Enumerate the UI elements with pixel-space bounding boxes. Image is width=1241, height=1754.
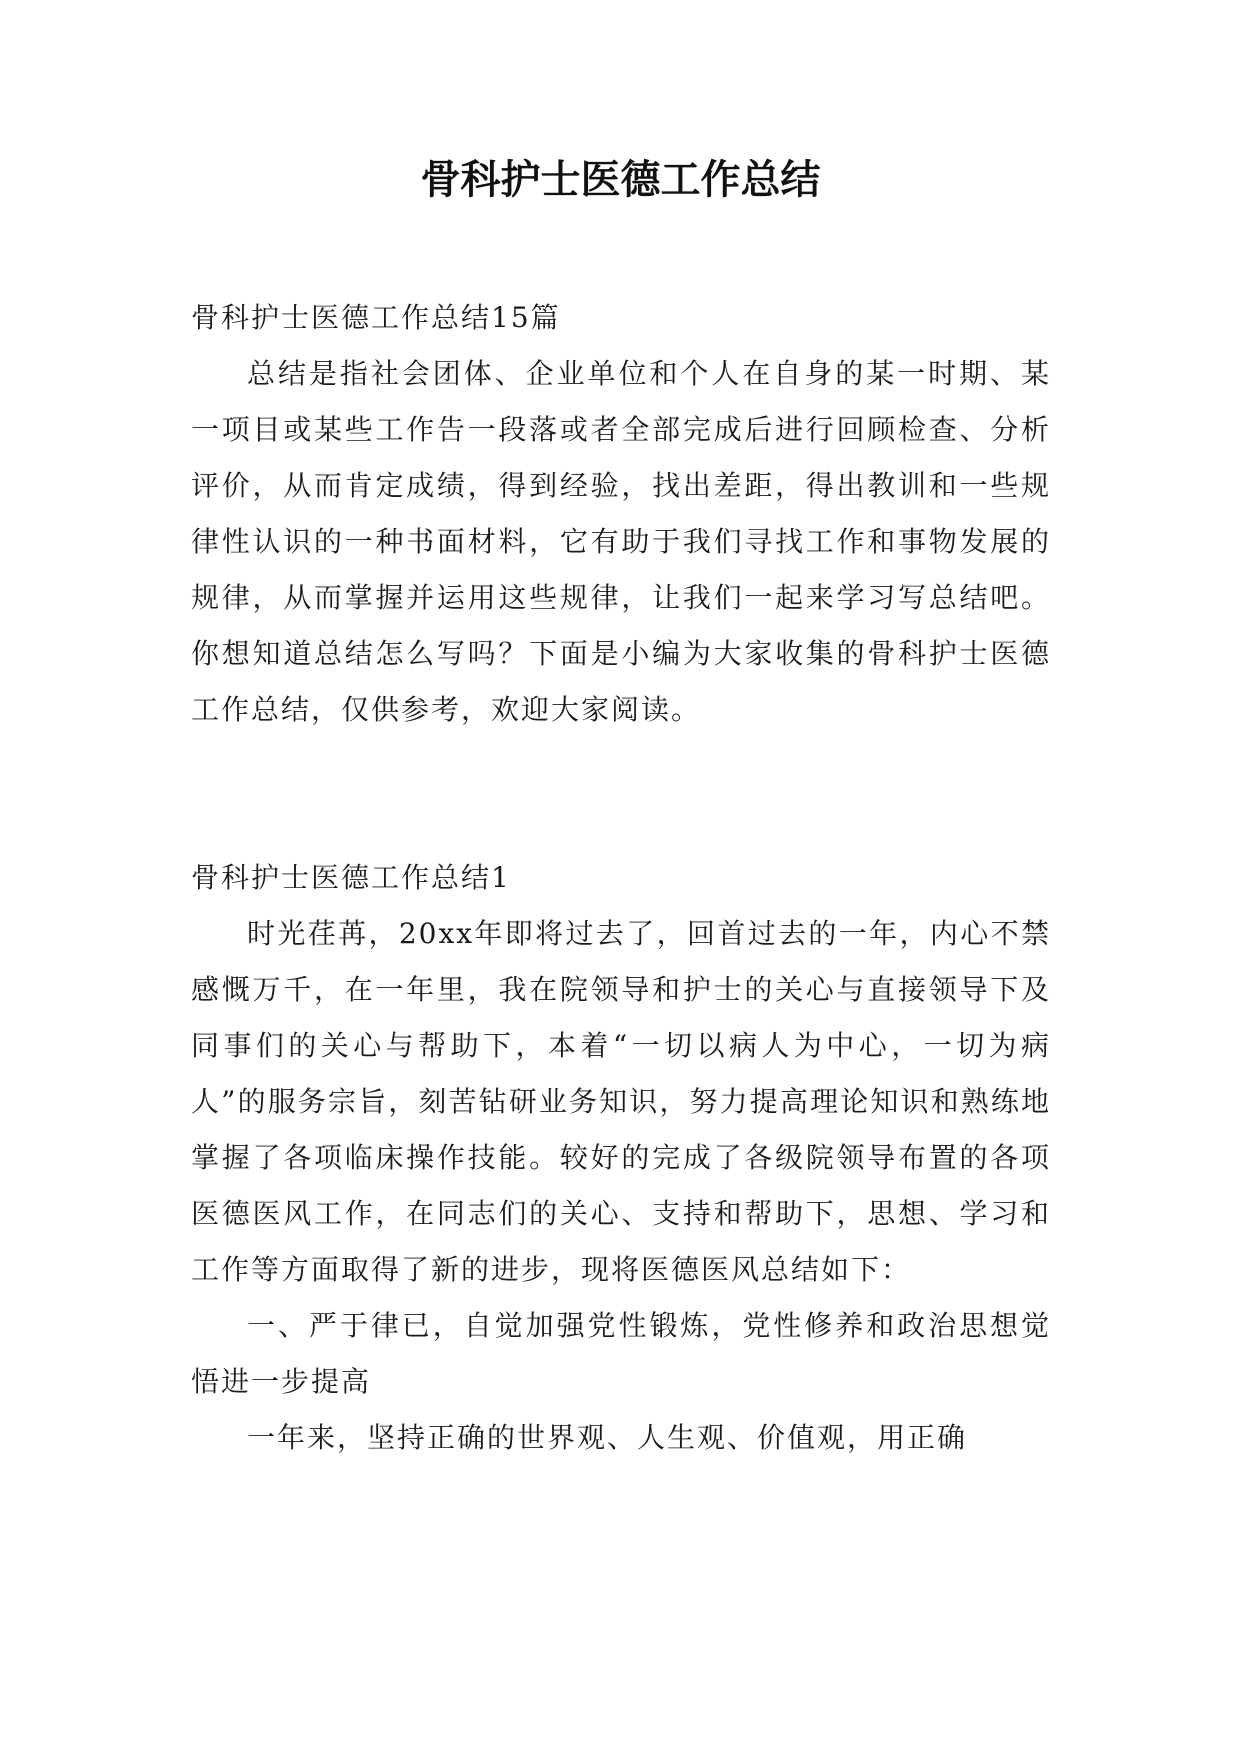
- intro-paragraph: 总结是指社会团体、企业单位和个人在自身的某一时期、某一项目或某些工作告一段落或者全部完成后进行回顾检查、分析评价，从而肯定成绩，得到经验，找出差距，得出教训和一些规律性认识的一种书面材料，它有助于我们寻找工作和事物发展的规律，从而掌握并运用这些规律，让我们一起来学习写总结吧。你想知道总结怎么写吗？下面是小编为大家收集的骨科护士医德工作总结，仅供参考，欢迎大家阅读。: [191, 357, 1051, 726]
- body-paragraph: 一、严于律已，自觉加强党性锻炼，党性修养和政治思想觉悟进一步提高: [191, 1309, 1051, 1398]
- document-body: [191, 290, 1051, 1466]
- body-paragraph: 一年来，坚持正确的世界观、人生观、价值观，用正确: [247, 1421, 968, 1454]
- section-heading: 骨科护士医德工作总结1: [191, 861, 511, 894]
- body-paragraph: 时光荏苒，20xx年即将过去了，回首过去的一年，内心不禁感慨万千，在一年里，我在院领导和护士的关心与直接领导下及同事们的关心与帮助下，本着“一切以病人为中心，一切为病人”的服务宗旨，刻苦钻研业务知识，努力提高理论知识和熟练地掌握了各项临床操作技能。较好的完成了各级院领导布置的各项医德医风工作，在同志们的关心、支持和帮助下，思想、学习和工作等方面取得了新的进步，现将医德医风总结如下：: [191, 917, 1051, 1286]
- document-title: 骨科护士医德工作总结: [420, 157, 821, 203]
- document-subtitle: 骨科护士医德工作总结15篇: [191, 301, 561, 334]
- section-spacer: [191, 738, 1051, 850]
